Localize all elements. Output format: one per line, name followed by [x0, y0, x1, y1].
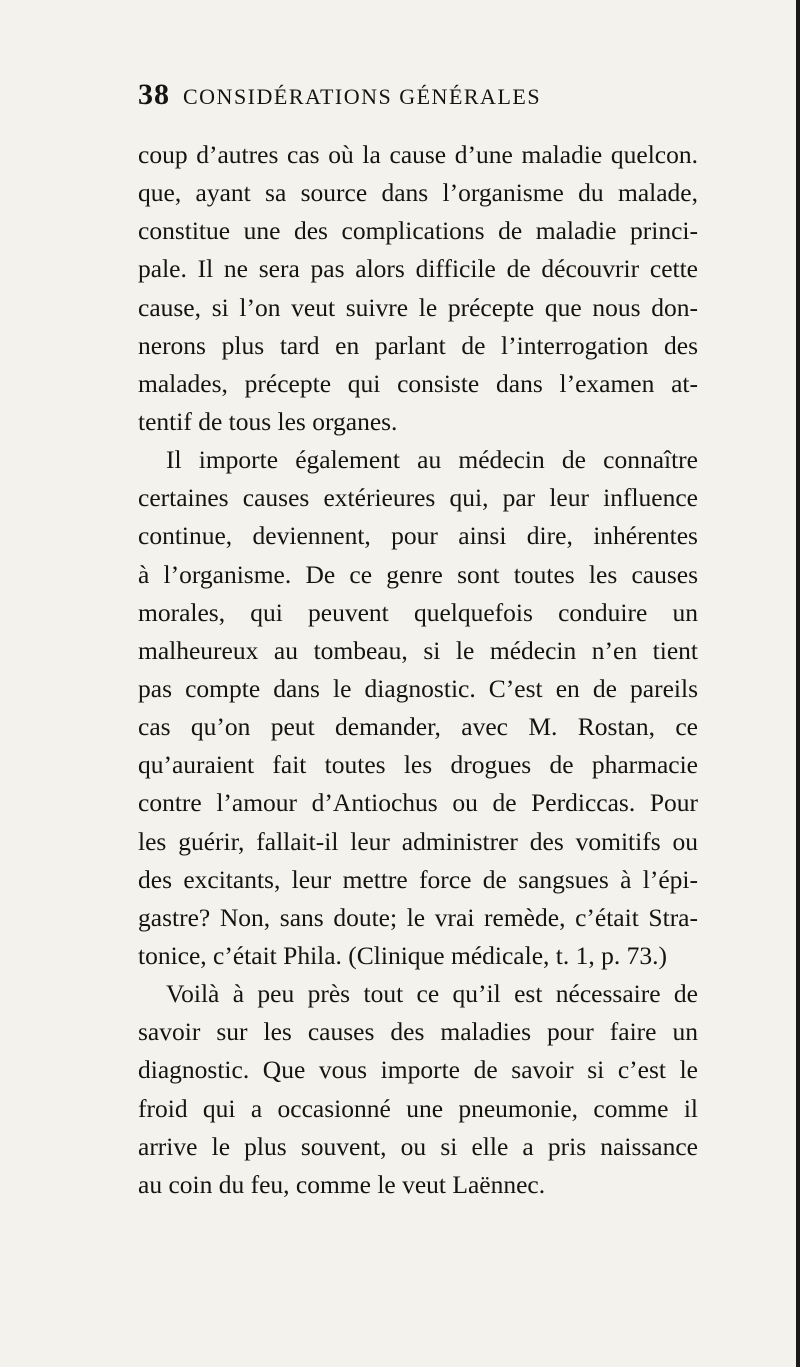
- text-line: cas qu’on peut demander, avec M. Rostan, ce: [138, 712, 698, 742]
- text-line: tonice, c’était Phila. (Clinique médicale, t. 1, p. 73.): [138, 940, 667, 970]
- text-line: diagnostic. Que vous importe de savoir si c’est le: [138, 1055, 698, 1085]
- text-line: certaines causes extérieures qui, par leur influence: [138, 483, 698, 513]
- text-line: savoir sur les causes des maladies pour faire un: [138, 1017, 698, 1047]
- text-line: froid qui a occasionné une pneumonie, comme il: [138, 1093, 698, 1123]
- paragraph-start-line: Voilà à peu près tout ce qu’il est nécessaire de: [166, 979, 698, 1009]
- text-line: des excitants, leur mettre force de sangsues à l’épi-: [138, 864, 698, 894]
- text-line: que, ayant sa source dans l’organisme du malade,: [138, 178, 698, 208]
- text-line: à l’organisme. De ce genre sont toutes les causes: [138, 559, 698, 589]
- text-line: contre l’amour d’Antiochus ou de Perdiccas. Pour: [138, 788, 698, 818]
- text-line: pas compte dans le diagnostic. C’est en de pareils: [138, 673, 698, 703]
- text-line: nerons plus tard en parlant de l’interrogation des: [138, 330, 698, 360]
- page-header: [138, 78, 678, 118]
- text-line: malheureux au tombeau, si le médecin n’en tient: [138, 635, 698, 665]
- text-line: cause, si l’on veut suivre le précepte que nous don-: [138, 292, 698, 322]
- text-line: morales, qui peuvent quelquefois conduire un: [138, 597, 698, 627]
- paragraph-start-line: Il importe également au médecin de connaître: [166, 445, 698, 475]
- text-line: continue, deviennent, pour ainsi dire, inhérentes: [138, 521, 698, 551]
- text-line: tentif de tous les organes.: [138, 406, 398, 436]
- text-line: gastre? Non, sans doute; le vrai remède, c’était Stra-: [138, 902, 698, 932]
- text-line: qu’auraient fait toutes les drogues de pharmacie: [138, 750, 698, 780]
- text-line: malades, précepte qui consiste dans l’examen at-: [138, 368, 698, 398]
- text-line: constitue une des complications de maladie princi-: [138, 216, 698, 246]
- page-number: 38: [138, 78, 170, 111]
- page-edge-shadow: [796, 0, 800, 1367]
- text-line: les guérir, fallait-il leur administrer des vomitifs ou: [138, 826, 698, 856]
- body-text: [138, 136, 698, 1204]
- text-line: coup d’autres cas où la cause d’une maladie quelcon.: [138, 140, 698, 169]
- text-line: pale. Il ne sera pas alors difficile de découvrir cette: [138, 254, 698, 284]
- text-line: au coin du feu, comme le veut Laënnec.: [138, 1169, 546, 1199]
- running-head: CONSIDÉRATIONS GÉNÉRALES: [183, 84, 542, 109]
- text-line: arrive le plus souvent, ou si elle a pris naissance: [138, 1131, 698, 1161]
